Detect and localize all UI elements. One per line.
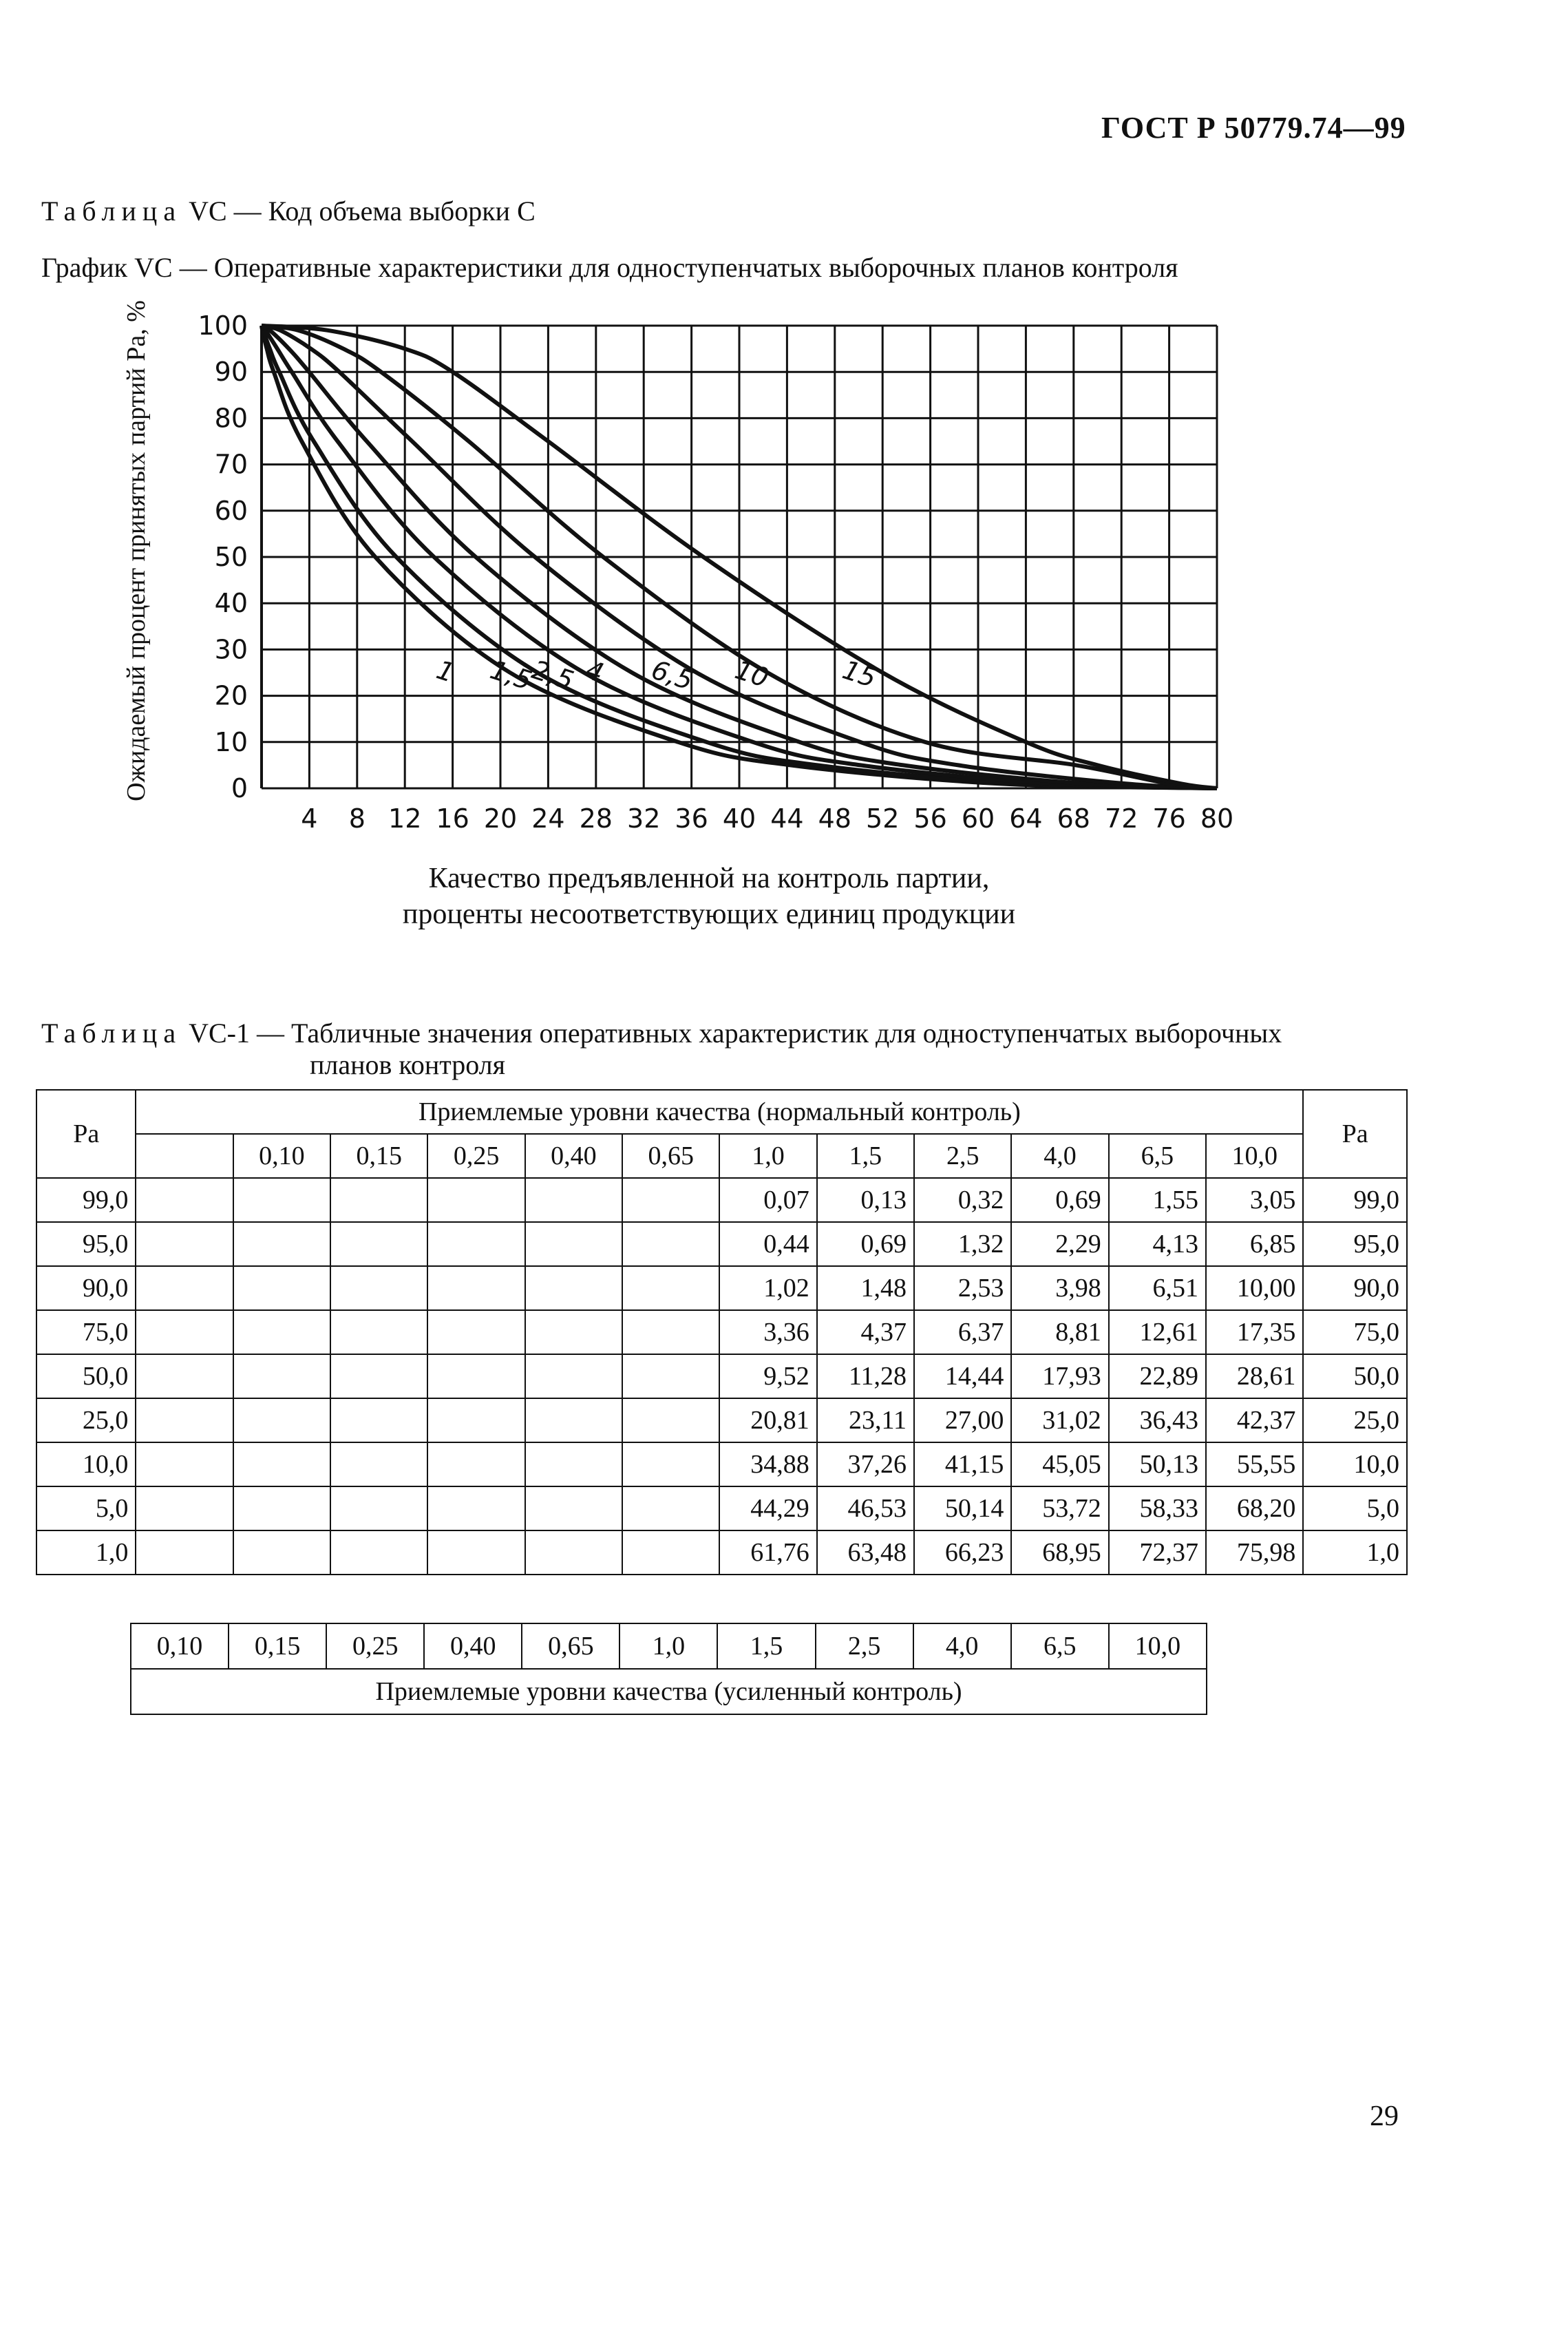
pa-cell: 25,0 [1303,1398,1407,1442]
value-cell: 2,53 [914,1266,1011,1310]
value-cell [622,1398,719,1442]
normal-level-cell: 0,10 [233,1134,330,1178]
x-tick-label: 80 [1200,803,1234,834]
value-cell: 37,26 [817,1442,914,1486]
normal-levels-header: Приемлемые уровни качества (нормальный контроль) [136,1090,1303,1134]
value-cell: 12,61 [1109,1310,1206,1354]
value-cell: 17,93 [1011,1354,1108,1398]
tightened-level-cell: 0,65 [522,1623,619,1669]
value-cell [622,1310,719,1354]
pa-cell: 1,0 [1303,1530,1407,1575]
value-cell: 45,05 [1011,1442,1108,1486]
value-cell [525,1178,622,1222]
value-cell: 1,55 [1109,1178,1206,1222]
value-cell: 4,13 [1109,1222,1206,1266]
value-cell: 22,89 [1109,1354,1206,1398]
normal-level-cell: 1,5 [817,1134,914,1178]
x-tick-label: 64 [1009,803,1043,834]
value-cell [330,1354,427,1398]
table-row [36,1442,1407,1486]
value-cell [525,1442,622,1486]
value-cell [330,1266,427,1310]
value-cell [622,1486,719,1530]
value-cell: 0,69 [1011,1178,1108,1222]
value-cell [330,1486,427,1530]
value-cell: 6,37 [914,1310,1011,1354]
value-cell [427,1178,525,1222]
pa-cell: 50,0 [36,1354,136,1398]
value-cell: 72,37 [1109,1530,1206,1575]
tightened-level-cell: 1,5 [717,1623,815,1669]
table-row [36,1222,1407,1266]
x-tick-label: 8 [348,803,365,834]
value-cell: 34,88 [719,1442,816,1486]
value-cell [136,1398,233,1442]
table-vc1-title-line2: планов контроля [310,1049,506,1080]
value-cell: 50,14 [914,1486,1011,1530]
value-cell: 68,20 [1206,1486,1303,1530]
normal-levels-row [36,1134,1407,1178]
pa-cell: 99,0 [1303,1178,1407,1222]
value-cell: 0,07 [719,1178,816,1222]
value-cell: 0,44 [719,1222,816,1266]
value-cell [525,1398,622,1442]
value-cell [622,1222,719,1266]
y-tick-label: 40 [214,588,248,619]
value-cell: 36,43 [1109,1398,1206,1442]
oc-values-table [36,1089,1408,1575]
tightened-level-cell: 0,15 [229,1623,326,1669]
y-tick-label: 80 [214,403,248,434]
normal-level-cell: 6,5 [1109,1134,1206,1178]
curve-label: 4 [582,654,608,688]
value-cell: 20,81 [719,1398,816,1442]
value-cell: 6,51 [1109,1266,1206,1310]
normal-level-cell: 0,15 [330,1134,427,1178]
x-tick-label: 76 [1152,803,1186,834]
y-tick-label: 50 [214,542,248,572]
value-cell: 10,00 [1206,1266,1303,1310]
table-row [36,1398,1407,1442]
pa-cell: 1,0 [36,1530,136,1575]
value-cell [233,1222,330,1266]
table-vc1-title-line1: VC-1 — Табличные значения оперативных характеристик для одноступенчатых выборочных [189,1018,1282,1049]
normal-level-cell: 0,65 [622,1134,719,1178]
y-tick-label: 90 [214,357,248,388]
curve-label: 1 [432,654,458,688]
x-tick-label: 16 [436,803,469,834]
value-cell [622,1530,719,1575]
page-number: 29 [1370,2101,1399,2132]
value-cell [233,1266,330,1310]
value-cell [233,1398,330,1442]
pa-cell: 95,0 [1303,1222,1407,1266]
value-cell: 46,53 [817,1486,914,1530]
normal-level-cell: 1,0 [719,1134,816,1178]
x-axis-label-line2: проценты несоответствующих единиц продукции [402,898,1016,930]
pa-cell: 75,0 [36,1310,136,1354]
value-cell: 41,15 [914,1442,1011,1486]
value-cell: 9,52 [719,1354,816,1398]
tightened-levels-row [131,1623,1207,1669]
x-tick-label: 40 [722,803,756,834]
value-cell: 42,37 [1206,1398,1303,1442]
value-cell: 3,98 [1011,1266,1108,1310]
normal-level-cell: 2,5 [914,1134,1011,1178]
normal-level-cell: 0,25 [427,1134,525,1178]
pa-cell: 90,0 [1303,1266,1407,1310]
value-cell [330,1530,427,1575]
value-cell [525,1222,622,1266]
pa-cell: 25,0 [36,1398,136,1442]
x-tick-label: 68 [1057,803,1090,834]
value-cell [136,1222,233,1266]
x-tick-label: 48 [818,803,851,834]
value-cell [330,1442,427,1486]
x-tick-label: 36 [675,803,708,834]
x-tick-label: 72 [1105,803,1138,834]
value-cell [427,1486,525,1530]
value-cell [136,1486,233,1530]
value-cell [622,1178,719,1222]
value-cell: 0,32 [914,1178,1011,1222]
x-axis-label [330,861,1088,932]
value-cell [233,1354,330,1398]
table-vc-label: Таблица [41,196,182,227]
value-cell: 50,13 [1109,1442,1206,1486]
value-cell: 2,29 [1011,1222,1108,1266]
x-axis-label-line1: Качество предъявленной на контроль партии, [428,863,990,894]
value-cell [427,1530,525,1575]
value-cell: 66,23 [914,1530,1011,1575]
value-cell [330,1178,427,1222]
value-cell [427,1310,525,1354]
curve-label: 6,5 [648,654,697,696]
pa-cell: 5,0 [1303,1486,1407,1530]
value-cell [525,1266,622,1310]
x-tick-label: 12 [388,803,422,834]
x-tick-label: 28 [579,803,613,834]
value-cell: 68,95 [1011,1530,1108,1575]
value-cell [330,1310,427,1354]
value-cell [233,1530,330,1575]
value-cell [525,1530,622,1575]
value-cell: 4,37 [817,1310,914,1354]
pa-cell: 50,0 [1303,1354,1407,1398]
value-cell: 55,55 [1206,1442,1303,1486]
value-cell: 14,44 [914,1354,1011,1398]
x-tick-label: 44 [770,803,804,834]
pa-cell: 90,0 [36,1266,136,1310]
value-cell: 61,76 [719,1530,816,1575]
x-tick-label: 4 [301,803,318,834]
tightened-level-cell: 0,25 [326,1623,424,1669]
tightened-levels-header: Приемлемые уровни качества (усиленный контроль) [131,1669,1207,1714]
oc-chart [0,0,1568,895]
pa-header-left: Ра [36,1090,136,1178]
value-cell: 17,35 [1206,1310,1303,1354]
value-cell [427,1222,525,1266]
table-row [36,1310,1407,1354]
y-tick-label: 60 [214,495,248,526]
tightened-level-cell: 0,10 [131,1623,229,1669]
value-cell [622,1354,719,1398]
tightened-levels-table [130,1623,1207,1715]
table-vc1-title [41,1018,1282,1081]
x-tick-label: 56 [913,803,947,834]
normal-level-cell: 10,0 [1206,1134,1303,1178]
table-row [36,1486,1407,1530]
value-cell [233,1178,330,1222]
curve-label: 2,5 [528,654,578,696]
y-tick-label: 70 [214,449,248,480]
value-cell: 1,32 [914,1222,1011,1266]
x-tick-label: 32 [627,803,661,834]
value-cell [622,1266,719,1310]
value-cell: 44,29 [719,1486,816,1530]
pa-cell: 95,0 [36,1222,136,1266]
value-cell: 58,33 [1109,1486,1206,1530]
value-cell: 27,00 [914,1398,1011,1442]
value-cell [233,1310,330,1354]
pa-cell: 5,0 [36,1486,136,1530]
value-cell: 11,28 [817,1354,914,1398]
normal-level-cell [136,1134,233,1178]
table-vc-title-text: VC — Код объема выборки С [189,196,536,227]
value-cell [525,1310,622,1354]
value-cell: 0,69 [817,1222,914,1266]
x-tick-label: 52 [866,803,900,834]
value-cell: 1,48 [817,1266,914,1310]
x-tick-label: 60 [961,803,995,834]
value-cell: 53,72 [1011,1486,1108,1530]
value-cell [233,1486,330,1530]
chart-title-text: — Оперативные характеристики для одноступенчатых выборочных планов контроля [179,252,1178,283]
table-row [36,1178,1407,1222]
value-cell [427,1442,525,1486]
table-row [36,1530,1407,1575]
value-cell: 3,36 [719,1310,816,1354]
value-cell [136,1266,233,1310]
tightened-level-cell: 2,5 [816,1623,913,1669]
normal-level-cell: 0,40 [525,1134,622,1178]
value-cell [427,1398,525,1442]
pa-header-right: Ра [1303,1090,1407,1178]
x-tick-label: 24 [531,803,565,834]
value-cell: 8,81 [1011,1310,1108,1354]
value-cell [622,1442,719,1486]
table-header-row [36,1090,1407,1134]
value-cell: 1,02 [719,1266,816,1310]
y-tick-label: 20 [214,680,248,711]
value-cell [330,1398,427,1442]
document-code: ГОСТ Р 50779.74—99 [1101,111,1406,145]
tightened-level-cell: 6,5 [1011,1623,1109,1669]
value-cell [427,1266,525,1310]
value-cell [136,1530,233,1575]
y-axis-label: Ожидаемый процент принятых партий Ра, % [122,300,151,801]
tightened-level-cell: 1,0 [619,1623,717,1669]
value-cell: 75,98 [1206,1530,1303,1575]
pa-cell: 75,0 [1303,1310,1407,1354]
value-cell [525,1354,622,1398]
value-cell: 28,61 [1206,1354,1303,1398]
tightened-level-cell: 10,0 [1109,1623,1207,1669]
table-vc1-label: Таблица [41,1018,182,1049]
pa-cell: 10,0 [1303,1442,1407,1486]
value-cell [136,1442,233,1486]
y-tick-label: 100 [198,311,248,341]
value-cell [330,1222,427,1266]
value-cell: 31,02 [1011,1398,1108,1442]
normal-level-cell: 4,0 [1011,1134,1108,1178]
value-cell: 23,11 [817,1398,914,1442]
value-cell: 0,13 [817,1178,914,1222]
value-cell: 6,85 [1206,1222,1303,1266]
tightened-header-row [131,1669,1207,1714]
value-cell [525,1486,622,1530]
curve-label: 10 [731,654,773,694]
value-cell [427,1354,525,1398]
value-cell [136,1178,233,1222]
tightened-level-cell: 4,0 [913,1623,1011,1669]
value-cell [136,1354,233,1398]
value-cell: 63,48 [817,1530,914,1575]
pa-cell: 10,0 [36,1442,136,1486]
chart-label: График VC [41,252,173,283]
curve-label: 1,5 [486,654,536,696]
curve-label: 15 [838,654,880,694]
pa-cell: 99,0 [36,1178,136,1222]
value-cell: 3,05 [1206,1178,1303,1222]
table-row [36,1266,1407,1310]
tightened-level-cell: 0,40 [424,1623,522,1669]
table-row [36,1354,1407,1398]
y-tick-label: 10 [214,726,248,757]
x-tick-label: 20 [483,803,518,834]
value-cell [136,1310,233,1354]
y-tick-label: 0 [231,773,248,803]
y-tick-label: 30 [214,634,248,665]
value-cell [233,1442,330,1486]
